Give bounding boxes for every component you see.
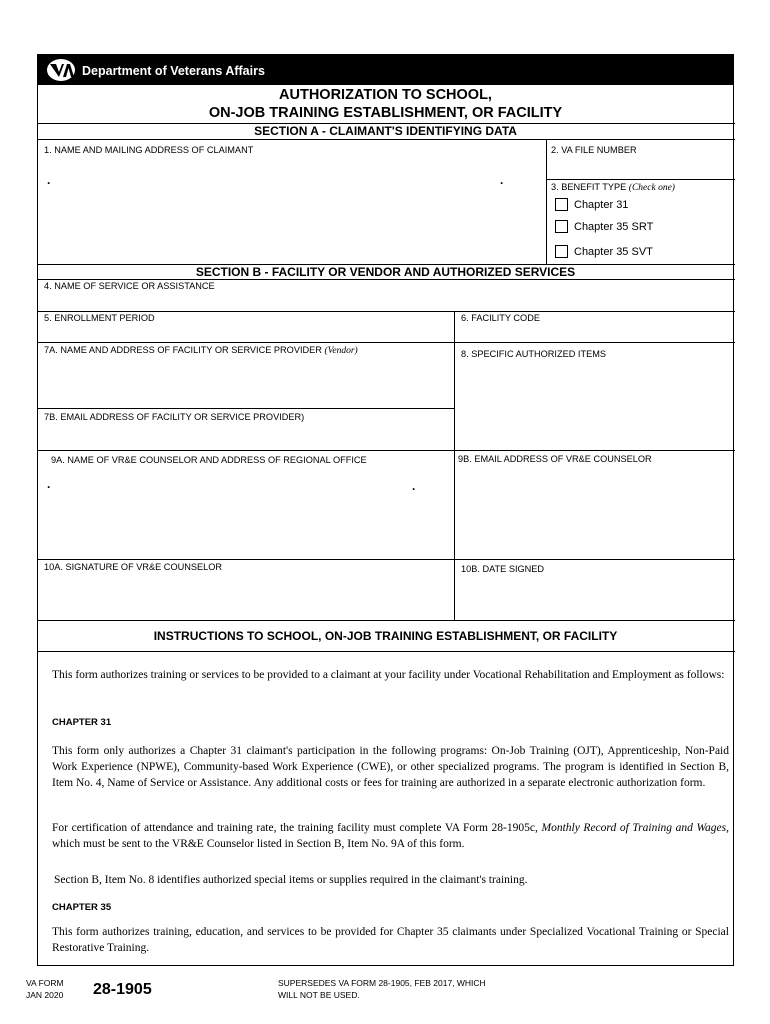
monthly-record-form-title: Monthly Record of Training and Wages [541, 822, 727, 834]
item8-label: 8. SPECIFIC AUTHORIZED ITEMS [461, 349, 606, 359]
item4-label: 4. NAME OF SERVICE OR ASSISTANCE [44, 281, 215, 291]
chapter-31-paragraph-3: Section B, Item No. 8 identifies authorized special items or supplies required in the claimant's training. [54, 874, 528, 886]
item10b-label: 10B. DATE SIGNED [461, 564, 545, 574]
paragraph-text: , which must be sent to the VR&E Counselor listed in Section B, Item No. 9A of this form. [52, 822, 729, 850]
facility-name-address-field[interactable] [39, 355, 453, 407]
item3-label-text: 3. BENEFIT TYPE [551, 182, 627, 192]
facility-code-field[interactable] [456, 323, 734, 341]
divider [38, 279, 735, 280]
va-form-28-1905 [37, 54, 734, 966]
footer-form-number: 28-1905 [93, 981, 152, 998]
form-title-line1: AUTHORIZATION TO SCHOOL, [279, 87, 492, 103]
form-title-line2: ON-JOB TRAINING ESTABLISHMENT, OR FACILITY [208, 105, 563, 121]
va-file-number-field[interactable] [547, 155, 734, 179]
agency-name: Department of Veterans Affairs [82, 64, 265, 78]
footer-supersedes-line2: WILL NOT BE USED. [278, 990, 360, 1000]
item9b-label: 9B. EMAIL ADDRESS OF VR&E COUNSELOR [458, 454, 652, 464]
bullet-dot: . [412, 479, 416, 493]
checkbox[interactable] [555, 245, 568, 258]
item3-note: (Check one) [628, 183, 675, 193]
item10a-label: 10A. SIGNATURE OF VR&E COUNSELOR [44, 562, 223, 572]
benefit-option-chapter-35-srt[interactable] [555, 220, 653, 233]
checkbox[interactable] [555, 198, 568, 211]
bullet-dot: . [500, 173, 504, 187]
section-a-title: SECTION A - CLAIMANT'S IDENTIFYING DATA [254, 124, 517, 138]
divider [38, 559, 735, 560]
item2-label: 2. VA FILE NUMBER [551, 145, 637, 155]
divider [38, 450, 735, 451]
item6-label: 6. FACILITY CODE [461, 313, 540, 323]
benefit-option-chapter-31[interactable] [555, 198, 628, 211]
benefit-option-chapter-35-svt[interactable] [555, 245, 653, 258]
instructions-intro: This form authorizes training or services to be provided to a claimant at your facility under Vocational Rehabilitation and Employment as follows: [52, 669, 725, 681]
paragraph-text: For certification of attendance and training rate, the training facility must complete VA Form 28-1905c, [52, 822, 542, 834]
footer-date: JAN 2020 [26, 990, 64, 1000]
bullet-dot: . [47, 477, 51, 491]
chapter-31-paragraph-2 [52, 820, 729, 852]
item7b-label: 7B. EMAIL ADDRESS OF FACILITY OR SERVICE PROVIDER) [44, 412, 305, 422]
service-name-field[interactable] [39, 291, 734, 310]
divider [454, 311, 455, 620]
item7a-note: (Vendor) [324, 346, 358, 356]
divider [38, 408, 455, 409]
counselor-email-field[interactable] [456, 464, 734, 558]
counselor-name-address-field[interactable] [39, 465, 453, 558]
date-signed-field[interactable] [456, 574, 734, 619]
benefit-option-label: Chapter 35 SVT [574, 245, 653, 258]
chapter-35-heading: CHAPTER 35 [52, 902, 112, 913]
benefit-option-label: Chapter 31 [574, 198, 629, 211]
instructions-title: INSTRUCTIONS TO SCHOOL, ON-JOB TRAINING ESTABLISHMENT, OR FACILITY [153, 629, 618, 643]
divider [546, 179, 735, 180]
bullet-dot: . [47, 173, 51, 187]
facility-email-field[interactable] [39, 422, 453, 449]
item3-label [551, 182, 675, 193]
va-seal-icon [46, 58, 76, 82]
enrollment-period-field[interactable] [39, 323, 453, 341]
divider [38, 139, 735, 140]
item5-label: 5. ENROLLMENT PERIOD [44, 313, 155, 323]
chapter-31-paragraph-1: This form only authorizes a Chapter 31 claimant's participation in the following programs: On-Job Training (OJT), Apprenticeship, Non-Paid Work Experience (NPWE), Community-based Work Experience (CWE), or other specialized programs. The program is identified in Section B, Item No. 4, Name of Service or Assistance. Any additional costs or fees for training are authorized in a separate electronic authorization form. [52, 745, 729, 789]
footer-supersedes-line1: SUPERSEDES VA FORM 28-1905, FEB 2017, WHICH [278, 978, 486, 988]
item7a-label-text: 7A. NAME AND ADDRESS OF FACILITY OR SERVICE PROVIDER [44, 345, 322, 355]
benefit-option-label: Chapter 35 SRT [574, 220, 654, 233]
divider [38, 342, 735, 343]
item1-label: 1. NAME AND MAILING ADDRESS OF CLAIMANT [44, 145, 254, 155]
authorized-items-field[interactable] [456, 359, 734, 449]
header-bar [38, 55, 733, 85]
claimant-address-field[interactable] [39, 155, 545, 263]
divider [38, 651, 735, 652]
section-b-title: SECTION B - FACILITY OR VENDOR AND AUTHORIZED SERVICES [195, 265, 576, 279]
chapter-31-heading: CHAPTER 31 [52, 717, 112, 728]
chapter-35-paragraph: This form authorizes training, education, and services to be provided for Chapter 35 claimants under Specialized Vocational Training or Special Restorative Training. [52, 926, 729, 954]
counselor-signature-field[interactable] [39, 572, 453, 619]
divider [38, 311, 735, 312]
footer-va-form: VA FORM [26, 978, 64, 988]
divider [38, 620, 735, 621]
checkbox[interactable] [555, 220, 568, 233]
item9a-label: 9A. NAME OF VR&E COUNSELOR AND ADDRESS OF REGIONAL OFFICE [51, 455, 367, 465]
